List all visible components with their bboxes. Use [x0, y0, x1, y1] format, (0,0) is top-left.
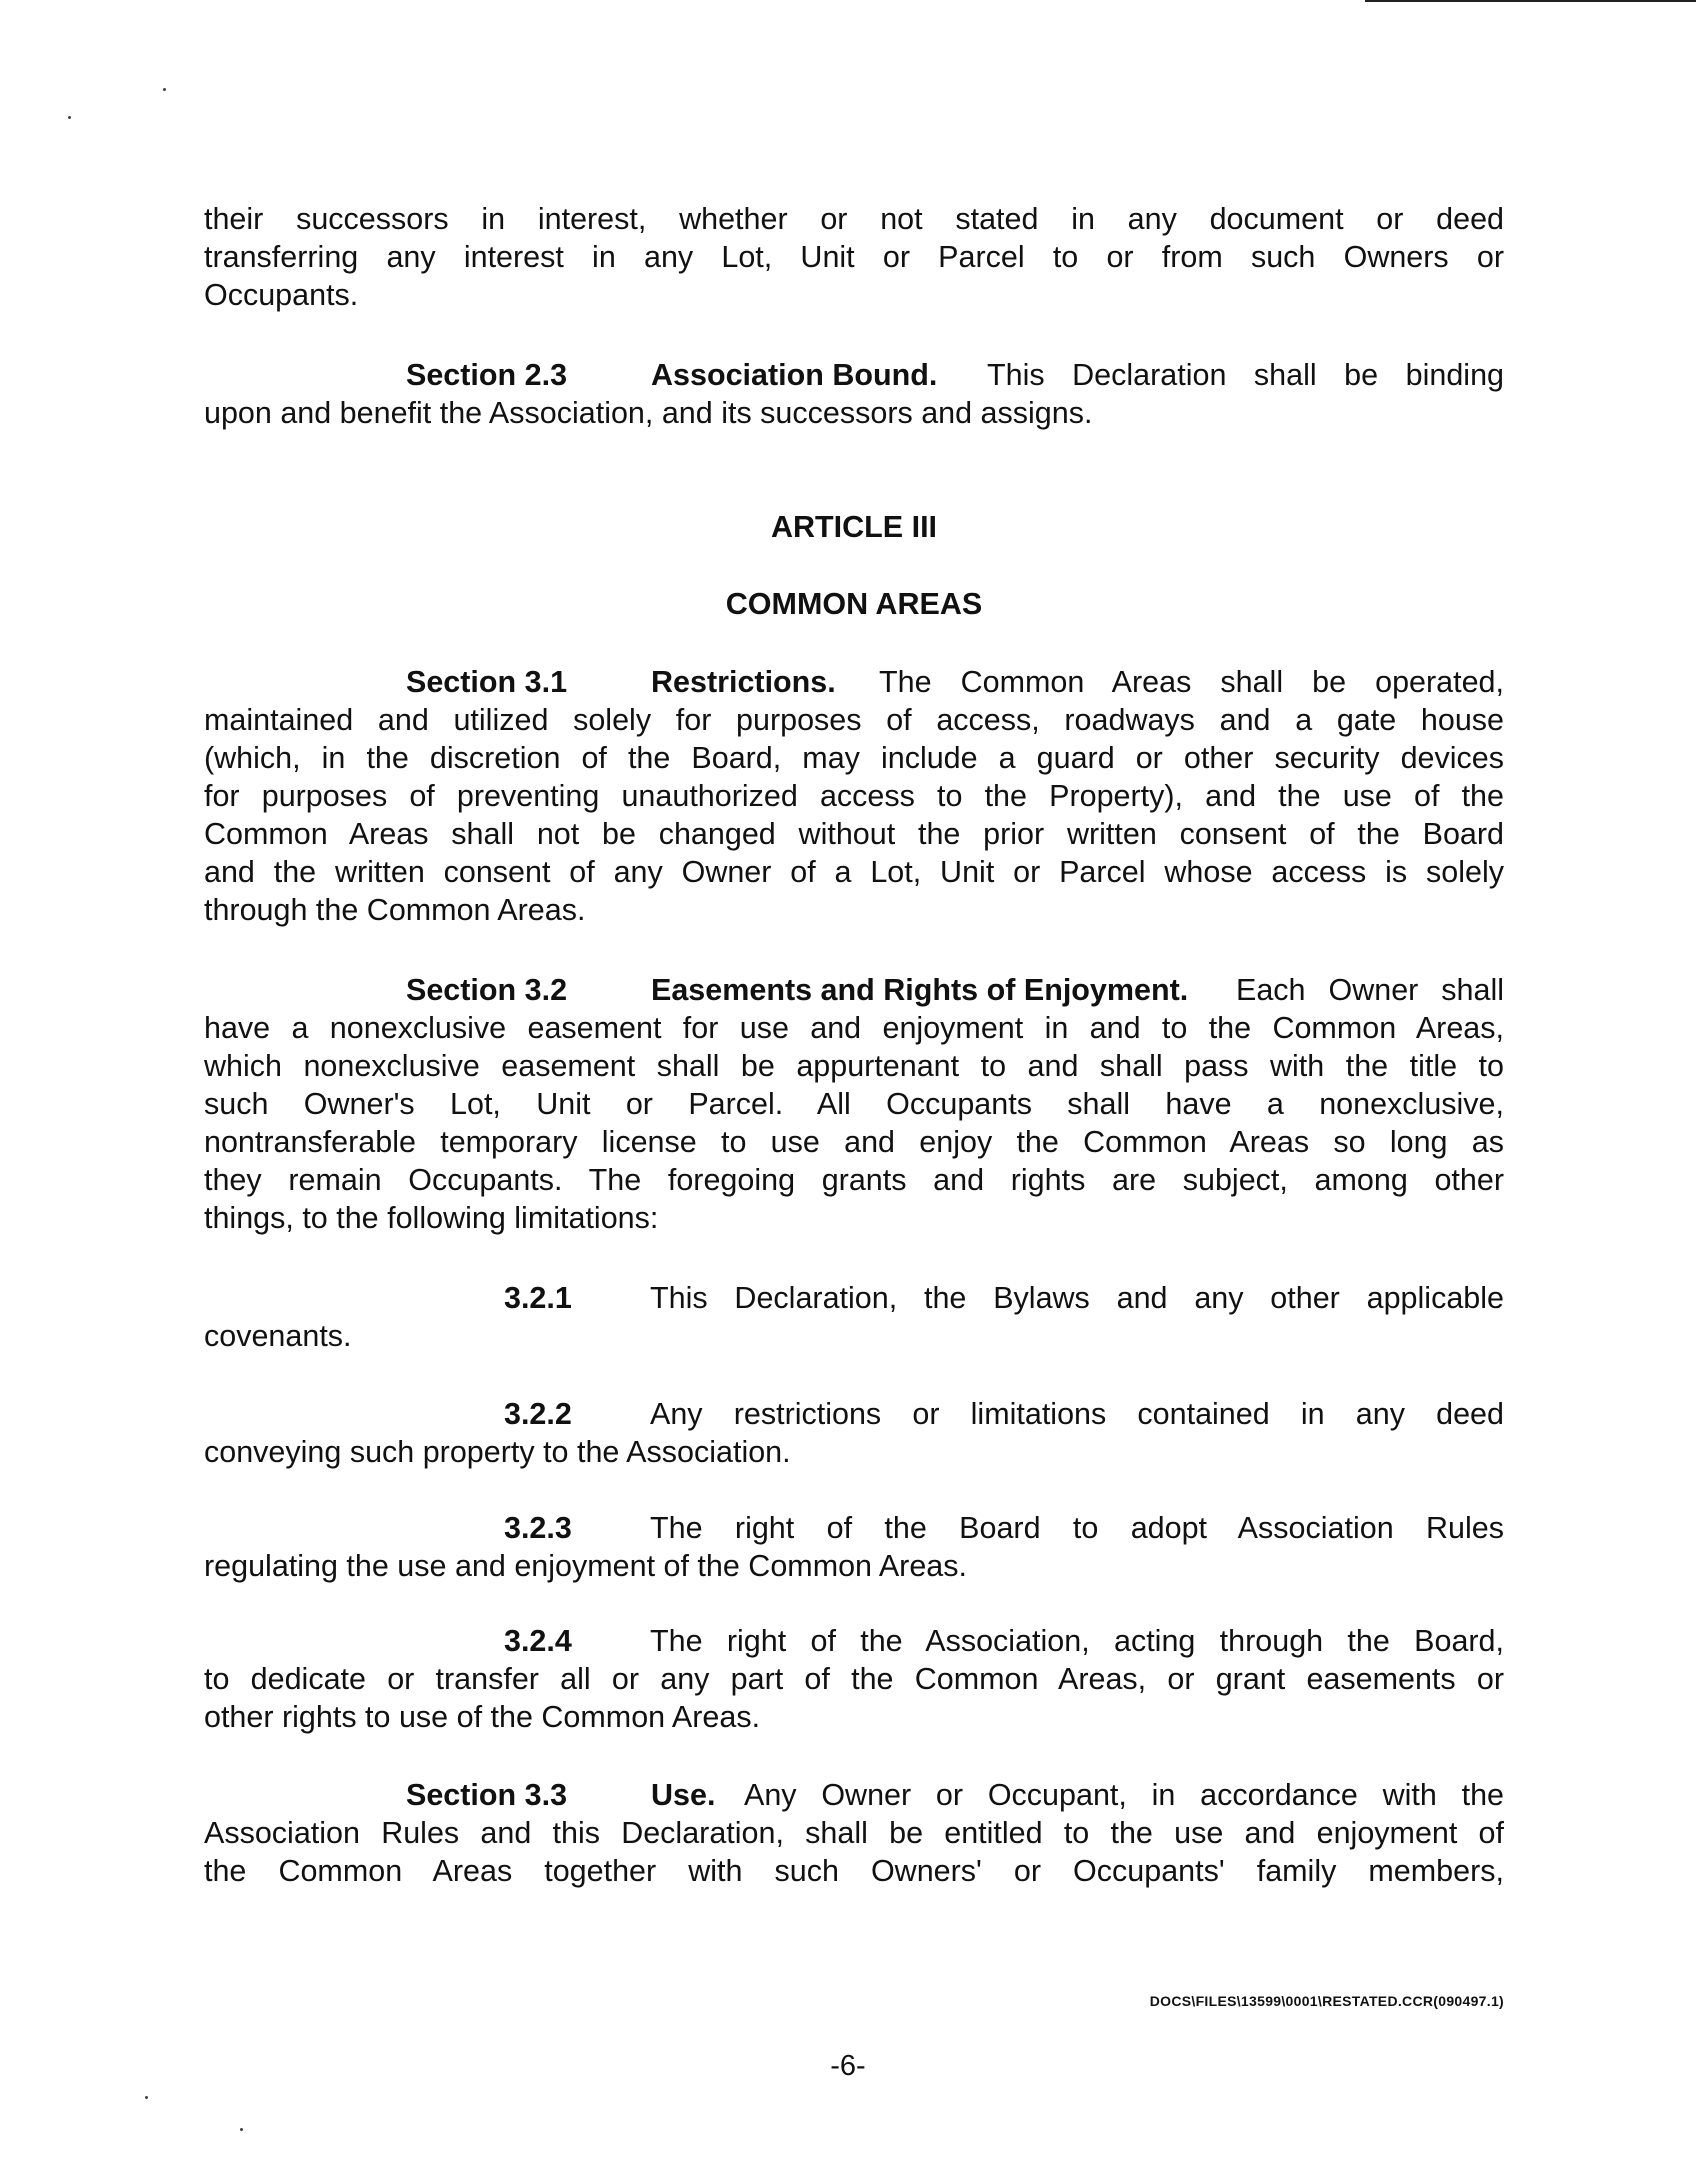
text-line: transferring any interest in any Lot, Unit or Parcel to or from such Owners or — [204, 240, 1504, 274]
subsection-first-line — [204, 1395, 1504, 1434]
scan-speck — [145, 2096, 148, 2099]
section-text: The Common Areas shall be operated, — [879, 665, 1504, 699]
text-line: such Owner's Lot, Unit or Parcel. All Occupants shall have a nonexclusive, — [204, 1087, 1504, 1121]
section-first-line — [204, 1776, 1504, 1815]
scan-edge-line — [1365, 0, 1696, 2]
section-title: Use. — [651, 1778, 716, 1812]
subsection-text: The right of the Association, acting through the Board, — [650, 1624, 1504, 1658]
section-number: Section 3.2 — [406, 973, 568, 1007]
text-line: for purposes of preventing unauthorized access to the Property), and the use of the — [204, 779, 1504, 813]
section-text: Each Owner shall — [1236, 973, 1504, 1007]
text-line: Occupants. — [204, 278, 359, 312]
section-text: Any Owner or Occupant, in accordance with the — [744, 1778, 1504, 1812]
section-first-line — [204, 663, 1504, 702]
subsection-first-line — [204, 1279, 1504, 1318]
text-line: covenants. — [204, 1319, 352, 1353]
text-line: conveying such property to the Association. — [204, 1435, 791, 1469]
article-title: COMMON AREAS — [725, 587, 983, 621]
subsection-first-line — [204, 1509, 1504, 1548]
text-line: have a nonexclusive easement for use and enjoyment in and to the Common Areas, — [204, 1011, 1504, 1045]
subsection-text: The right of the Board to adopt Association Rules — [650, 1511, 1504, 1545]
text-line: and the written consent of any Owner of a Lot, Unit or Parcel whose access is solely — [204, 855, 1504, 889]
text-line: (which, in the discretion of the Board, may include a guard or other security devices — [204, 741, 1504, 775]
section-number: Section 2.3 — [406, 358, 568, 392]
text-line: which nonexclusive easement shall be appurtenant to and shall pass with the title to — [204, 1049, 1504, 1083]
text-line: to dedicate or transfer all or any part of the Common Areas, or grant easements or — [204, 1662, 1504, 1696]
article-number: ARTICLE III — [770, 510, 938, 544]
text-line: they remain Occupants. The foregoing grants and rights are subject, among other — [204, 1163, 1504, 1197]
subsection-number: 3.2.1 — [504, 1281, 572, 1315]
text-line: through the Common Areas. — [204, 893, 586, 927]
text-line: regulating the use and enjoyment of the Common Areas. — [204, 1549, 967, 1583]
section-text: This Declaration shall be binding — [987, 358, 1504, 392]
subsection-number: 3.2.4 — [504, 1624, 572, 1658]
text-line: the Common Areas together with such Owners' or Occupants' family members, — [204, 1854, 1504, 1888]
section-title: Easements and Rights of Enjoyment. — [651, 973, 1189, 1007]
scan-speck — [163, 88, 166, 91]
subsection-first-line — [204, 1622, 1504, 1661]
subsection-number: 3.2.2 — [504, 1397, 572, 1431]
text-line: Common Areas shall not be changed without the prior written consent of the Board — [204, 817, 1504, 851]
text-line: upon and benefit the Association, and its successors and assigns. — [204, 396, 1093, 430]
section-first-line — [204, 971, 1504, 1010]
section-number: Section 3.1 — [406, 665, 568, 699]
section-first-line — [204, 356, 1504, 395]
scan-speck — [240, 2128, 243, 2131]
text-line: nontransferable temporary license to use and enjoy the Common Areas so long as — [204, 1125, 1504, 1159]
section-number: Section 3.3 — [406, 1778, 568, 1812]
subsection-number: 3.2.3 — [504, 1511, 572, 1545]
subsection-text: This Declaration, the Bylaws and any other applicable — [650, 1281, 1504, 1315]
text-line: their successors in interest, whether or not stated in any document or deed — [204, 202, 1504, 236]
text-line: other rights to use of the Common Areas. — [204, 1700, 761, 1734]
text-line: Association Rules and this Declaration, shall be entitled to the use and enjoyment of — [204, 1816, 1504, 1850]
section-title: Association Bound. — [651, 358, 938, 392]
text-line: things, to the following limitations: — [204, 1201, 659, 1235]
text-line: maintained and utilized solely for purposes of access, roadways and a gate house — [204, 703, 1504, 737]
subsection-text: Any restrictions or limitations contained in any deed — [650, 1397, 1504, 1431]
scan-speck — [68, 116, 71, 119]
section-title: Restrictions. — [651, 665, 836, 699]
page-number: -6- — [830, 2050, 866, 2082]
document-reference: DOCS\FILES\13599\0001\RESTATED.CCR(090497.1) — [1149, 1993, 1504, 2009]
